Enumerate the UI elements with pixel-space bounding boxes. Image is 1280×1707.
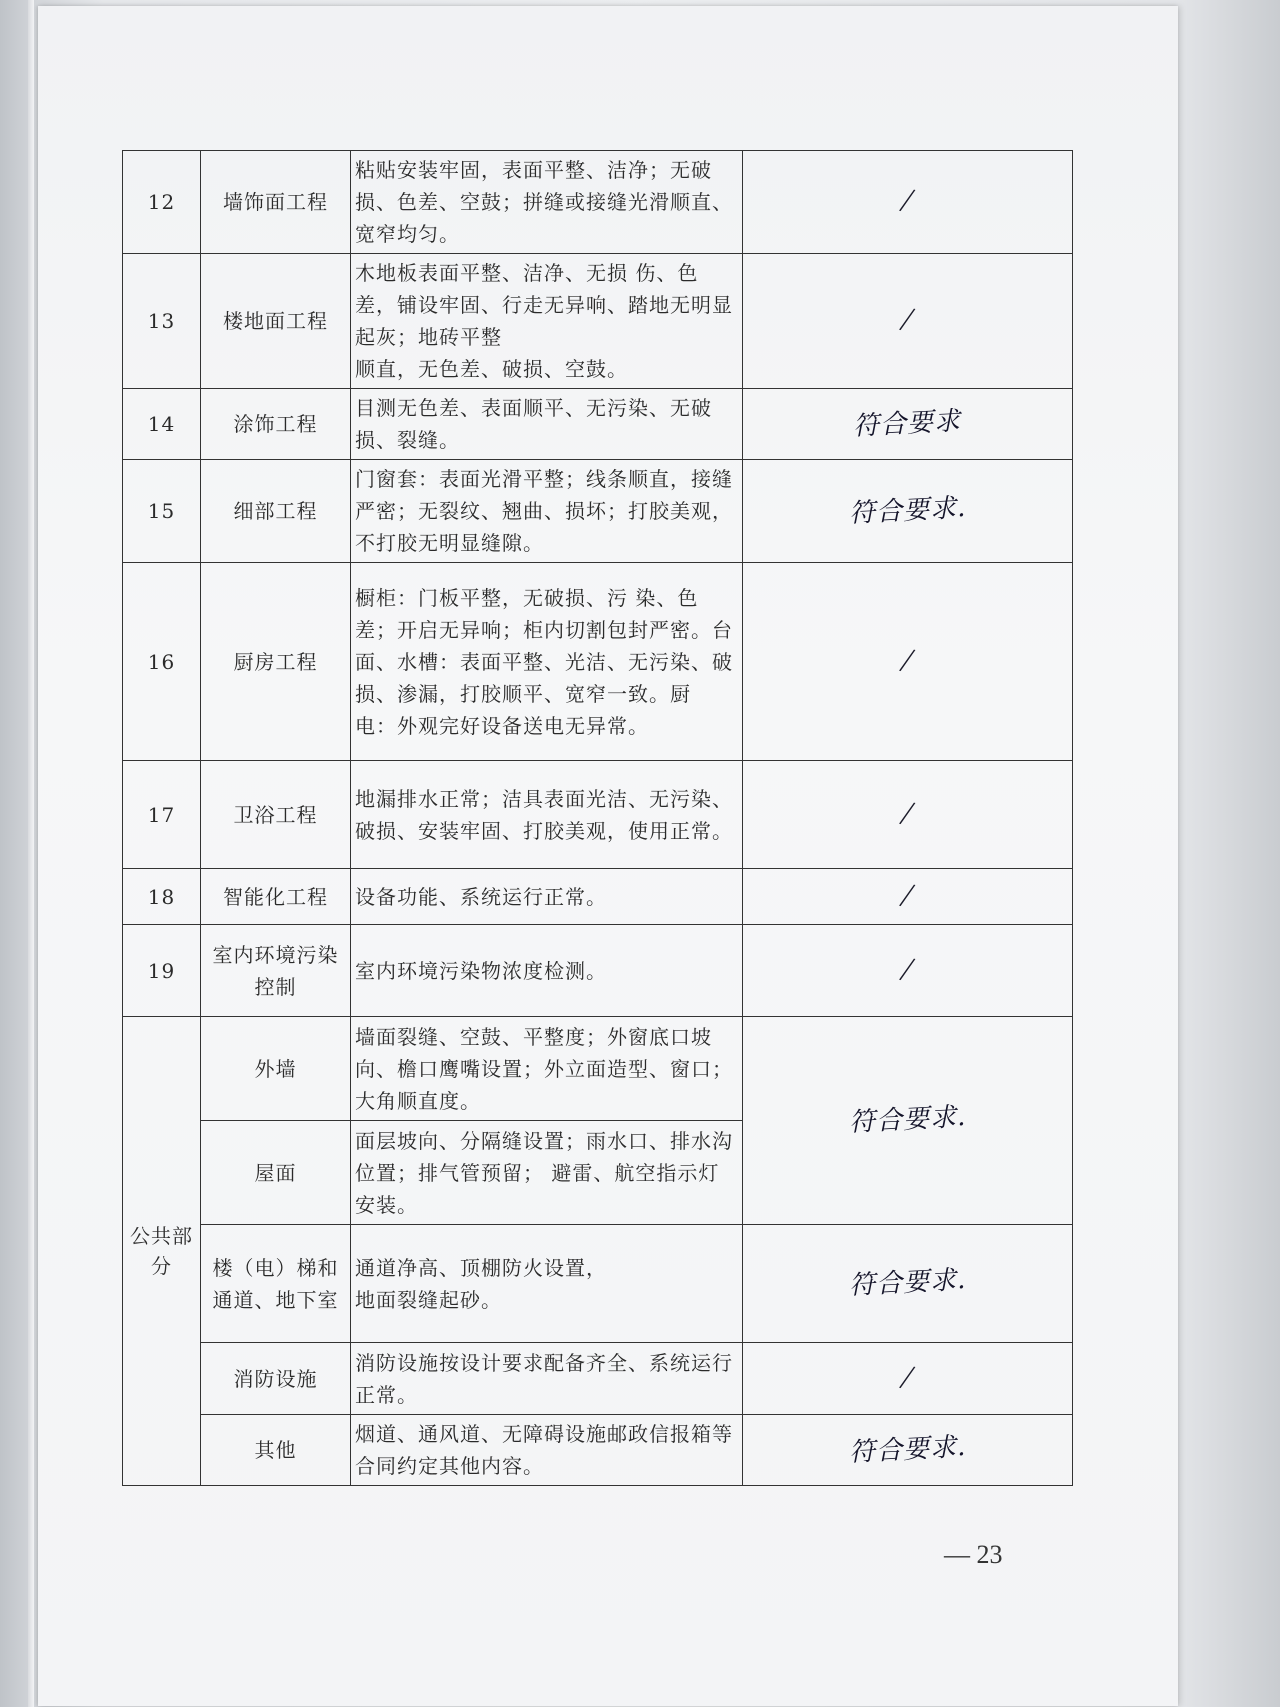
result-cell bbox=[743, 869, 1073, 925]
inspection-standard: 地漏排水正常；洁具表面光洁、无污染、破损、安装牢固、打胶美观，使用正常。 bbox=[351, 761, 743, 869]
table-row bbox=[123, 1017, 1073, 1121]
result-cell bbox=[743, 254, 1073, 389]
inspection-standard: 门窗套：表面光滑平整；线条顺直，接缝严密；无裂纹、翘曲、损坏；打胶美观，不打胶无明显缝隙。 bbox=[351, 460, 743, 563]
table-row bbox=[123, 761, 1073, 869]
result-cell bbox=[743, 389, 1073, 460]
row-number: 18 bbox=[123, 869, 201, 925]
inspection-standard: 木地板表面平整、洁净、无损 伤、色差，铺设牢固、行走无异响、踏地无明显起灰；地砖平整 顺直，无色差、破损、空鼓。 bbox=[351, 254, 743, 389]
row-number: 19 bbox=[123, 925, 201, 1017]
project-name: 厨房工程 bbox=[201, 563, 351, 761]
result-cell bbox=[743, 151, 1073, 254]
table-row bbox=[123, 460, 1073, 563]
project-name: 楼（电）梯和通道、地下室 bbox=[201, 1225, 351, 1343]
table-row bbox=[123, 1415, 1073, 1486]
inspection-standard: 目测无色差、表面顺平、无污染、无破损、裂缝。 bbox=[351, 389, 743, 460]
table-row bbox=[123, 1225, 1073, 1343]
table-row bbox=[123, 1343, 1073, 1415]
result-cell bbox=[743, 1225, 1073, 1343]
inspection-standard: 橱柜：门板平整，无破损、污 染、色差；开启无异响；柜内切割包封严密。台面、水槽：表面平整、光洁、无污染、破损、渗漏，打胶顺平、宽窄一致。厨 电：外观完好设备送电无异常。 bbox=[351, 563, 743, 761]
handwritten-signoff: 符合要求. bbox=[848, 1264, 967, 1302]
inspection-standard: 通道净高、顶棚防火设置， 地面裂缝起砂。 bbox=[351, 1225, 743, 1343]
handwritten-slash: / bbox=[896, 794, 919, 832]
table-row bbox=[123, 389, 1073, 460]
row-number: 16 bbox=[123, 563, 201, 761]
handwritten-slash: / bbox=[896, 1358, 919, 1396]
table-row bbox=[123, 869, 1073, 925]
inspection-standard: 消防设施按设计要求配备齐全、系统运行正常。 bbox=[351, 1343, 743, 1415]
inspection-standard: 设备功能、系统运行正常。 bbox=[351, 869, 743, 925]
project-name: 室内环境污染控制 bbox=[201, 925, 351, 1017]
row-number: 12 bbox=[123, 151, 201, 254]
row-number: 15 bbox=[123, 460, 201, 563]
project-name: 其他 bbox=[201, 1415, 351, 1486]
row-number: 14 bbox=[123, 389, 201, 460]
project-name: 墙饰面工程 bbox=[201, 151, 351, 254]
result-cell bbox=[743, 761, 1073, 869]
result-cell bbox=[743, 1343, 1073, 1415]
result-cell bbox=[743, 563, 1073, 761]
handwritten-slash: / bbox=[896, 641, 919, 679]
result-cell bbox=[743, 925, 1073, 1017]
inspection-standard: 墙面裂缝、空鼓、平整度；外窗底口坡向、檐口鹰嘴设置；外立面造型、窗口；大角顺直度。 bbox=[351, 1017, 743, 1121]
result-cell bbox=[743, 1415, 1073, 1486]
project-name: 卫浴工程 bbox=[201, 761, 351, 869]
project-name: 涂饰工程 bbox=[201, 389, 351, 460]
handwritten-slash: / bbox=[896, 182, 919, 219]
handwritten-signoff: 符合要求. bbox=[848, 492, 967, 529]
sheet-edge bbox=[28, 0, 34, 1707]
handwritten-signoff: 符合要求 bbox=[852, 405, 963, 442]
row-number: 17 bbox=[123, 761, 201, 869]
table-row bbox=[123, 925, 1073, 1017]
handwritten-slash: / bbox=[896, 950, 919, 988]
public-group-label: 公共部分 bbox=[123, 1017, 201, 1486]
result-cell bbox=[743, 1017, 1073, 1225]
project-name: 智能化工程 bbox=[201, 869, 351, 925]
project-name: 细部工程 bbox=[201, 460, 351, 563]
project-name: 楼地面工程 bbox=[201, 254, 351, 389]
project-name: 消防设施 bbox=[201, 1343, 351, 1415]
page-number: — 23 bbox=[944, 1540, 1003, 1569]
row-number: 13 bbox=[123, 254, 201, 389]
handwritten-slash: / bbox=[896, 301, 919, 338]
inspection-standard: 面层坡向、分隔缝设置；雨水口、排水沟位置；排气管预留； 避雷、航空指示灯安装。 bbox=[351, 1121, 743, 1225]
table-row bbox=[123, 254, 1073, 389]
inspection-standard: 室内环境污染物浓度检测。 bbox=[351, 925, 743, 1017]
project-name: 屋面 bbox=[201, 1121, 351, 1225]
project-name: 外墙 bbox=[201, 1017, 351, 1121]
inspection-standard: 烟道、通风道、无障碍设施邮政信报箱等合同约定其他内容。 bbox=[351, 1415, 743, 1486]
table-row bbox=[123, 563, 1073, 761]
inspection-standard: 粘贴安装牢固，表面平整、洁净；无破损、色差、空鼓；拼缝或接缝光滑顺直、宽窄均匀。 bbox=[351, 151, 743, 254]
handwritten-slash: / bbox=[896, 876, 919, 914]
table-row bbox=[123, 151, 1073, 254]
handwritten-signoff: 符合要求. bbox=[848, 1431, 967, 1468]
inspection-table bbox=[122, 150, 1073, 1486]
handwritten-signoff: 符合要求. bbox=[848, 1101, 967, 1139]
result-cell bbox=[743, 460, 1073, 563]
